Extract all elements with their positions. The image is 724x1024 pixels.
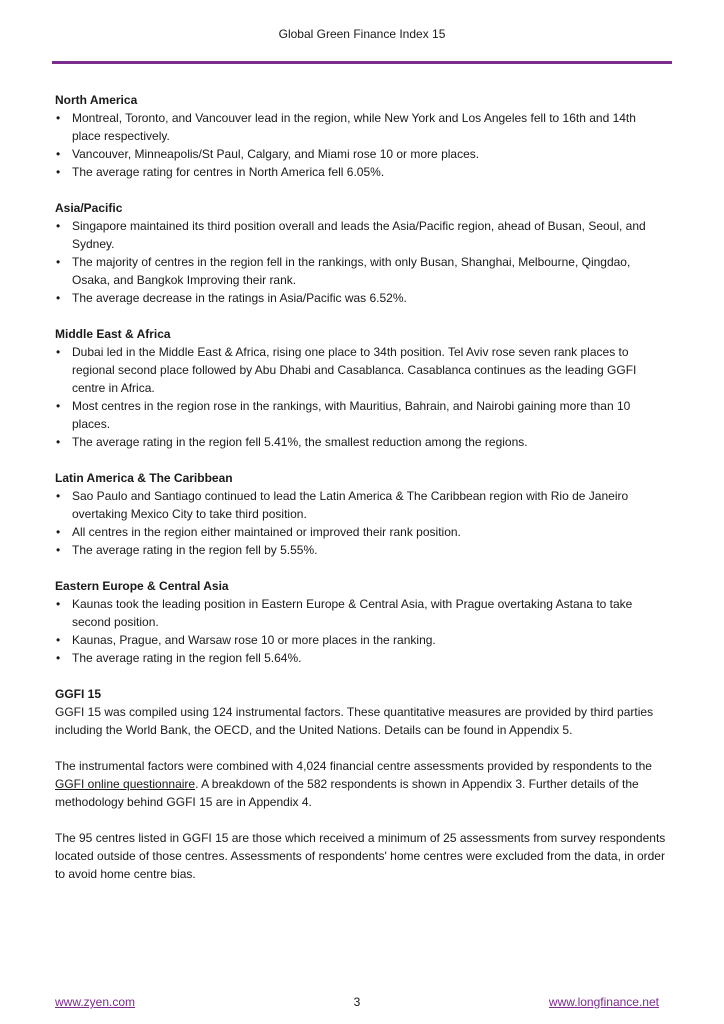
bullet-icon: • <box>56 165 61 179</box>
list-item <box>55 523 667 541</box>
paragraph-centres-listed: The 95 centres listed in GGFI 15 are those which received a minimum of 25 assessments from survey respondents located outside of those centres. Assessments of respondents' home centres were excluded from the data, in order to avoid home centre bias. <box>55 831 666 881</box>
bullet-icon: • <box>56 597 61 611</box>
bullet-icon: • <box>56 435 61 449</box>
list-item <box>55 163 667 181</box>
paragraph-text: The instrumental factors were combined with 4,024 financial centre assessments provided by respondents to the <box>55 759 652 773</box>
list-item-text: The average rating for centres in North America fell 6.05%. <box>72 165 385 179</box>
document-body <box>55 91 667 901</box>
section-latin-america-caribbean <box>55 469 667 559</box>
section-middle-east-africa <box>55 325 667 451</box>
list-item-text: The average rating in the region fell 5.41%, the smallest reduction among the regions. <box>72 435 528 449</box>
section-asia-pacific <box>55 199 667 307</box>
list-item <box>55 433 667 451</box>
paragraph-instrumental-factors: GGFI 15 was compiled using 124 instrumental factors. These quantitative measures are provided by third parties including the World Bank, the OECD, and the United Nations. Details can be found in Appendix 5. <box>55 705 654 737</box>
page-header-title: Global Green Finance Index 15 <box>278 27 446 41</box>
list-item <box>55 289 667 307</box>
list-item-text: Singapore maintained its third position overall and leads the Asia/Pacific region, ahead of Busan, Seoul, and Sydney. <box>72 219 646 251</box>
paragraph-assessments <box>55 757 667 811</box>
bullet-list <box>55 217 667 307</box>
list-item <box>55 253 667 289</box>
list-item-text: Montreal, Toronto, and Vancouver lead in the region, while New York and Los Angeles fell to 16th and 14th place respectively. <box>72 111 636 143</box>
bullet-list <box>55 343 667 451</box>
bullet-icon: • <box>56 111 61 125</box>
page-number: 3 <box>353 995 361 1009</box>
section-heading: North America <box>55 93 138 107</box>
list-item-text: Kaunas took the leading position in Eastern Europe & Central Asia, with Prague overtaking Astana to take second position. <box>72 597 633 629</box>
section-ggfi-15 <box>55 685 667 883</box>
section-heading: Asia/Pacific <box>55 201 123 215</box>
bullet-icon: • <box>56 399 61 413</box>
paragraph-text: . A breakdown of the 582 respondents is shown in Appendix 3. Further details of the methodology behind GGFI 15 are in Appendix 4. <box>55 777 639 809</box>
bullet-list <box>55 595 667 667</box>
list-item-text: Kaunas, Prague, and Warsaw rose 10 or more places in the ranking. <box>72 633 436 647</box>
list-item <box>55 631 667 649</box>
header-divider <box>52 61 672 64</box>
list-item <box>55 595 667 631</box>
list-item <box>55 487 667 523</box>
bullet-icon: • <box>56 525 61 539</box>
section-heading: Middle East & Africa <box>55 327 171 341</box>
list-item <box>55 397 667 433</box>
bullet-icon: • <box>56 147 61 161</box>
bullet-icon: • <box>56 651 61 665</box>
list-item-text: Vancouver, Minneapolis/St Paul, Calgary, and Miami rose 10 or more places. <box>72 147 480 161</box>
list-item-text: Dubai led in the Middle East & Africa, rising one place to 34th position. Tel Aviv rose seven rank places to regional second place followed by Abu Dhabi and Casablanca. Casablanca continues as the leading GGFI centre in Africa. <box>72 345 637 395</box>
bullet-icon: • <box>56 219 61 233</box>
list-item-text: The majority of centres in the region fell in the rankings, with only Busan, Shanghai, Melbourne, Qingdao, Osaka, and Bangkok Improving their rank. <box>72 255 631 287</box>
list-item <box>55 109 667 145</box>
list-item-text: The average rating in the region fell by 5.55%. <box>72 543 318 557</box>
section-heading: Latin America & The Caribbean <box>55 471 233 485</box>
page-footer <box>55 993 659 1011</box>
list-item <box>55 217 667 253</box>
list-item <box>55 541 667 559</box>
bullet-icon: • <box>56 291 61 305</box>
list-item-text: The average rating in the region fell 5.64%. <box>72 651 302 665</box>
section-north-america <box>55 91 667 181</box>
list-item-text: The average decrease in the ratings in Asia/Pacific was 6.52%. <box>72 291 407 305</box>
list-item-text: Most centres in the region rose in the rankings, with Mauritius, Bahrain, and Nairobi gaining more than 10 places. <box>72 399 631 431</box>
list-item-text: All centres in the region either maintained or improved their rank position. <box>72 525 461 539</box>
zyen-website-link[interactable]: www.zyen.com <box>55 995 136 1009</box>
section-eastern-europe-central-asia <box>55 577 667 667</box>
bullet-icon: • <box>56 633 61 647</box>
bullet-icon: • <box>56 255 61 269</box>
list-item <box>55 649 667 667</box>
bullet-icon: • <box>56 345 61 359</box>
list-item-text: Sao Paulo and Santiago continued to lead the Latin America & The Caribbean region with Rio de Janeiro overtaking Mexico City to take third position. <box>72 489 629 521</box>
list-item <box>55 145 667 163</box>
list-item <box>55 343 667 397</box>
section-heading: Eastern Europe & Central Asia <box>55 579 229 593</box>
bullet-list <box>55 487 667 559</box>
longfinance-website-link[interactable]: www.longfinance.net <box>548 995 659 1009</box>
bullet-icon: • <box>56 543 61 557</box>
bullet-list <box>55 109 667 181</box>
bullet-icon: • <box>56 489 61 503</box>
ggfi-questionnaire-link[interactable]: GGFI online questionnaire <box>55 777 196 791</box>
section-heading: GGFI 15 <box>55 687 102 701</box>
